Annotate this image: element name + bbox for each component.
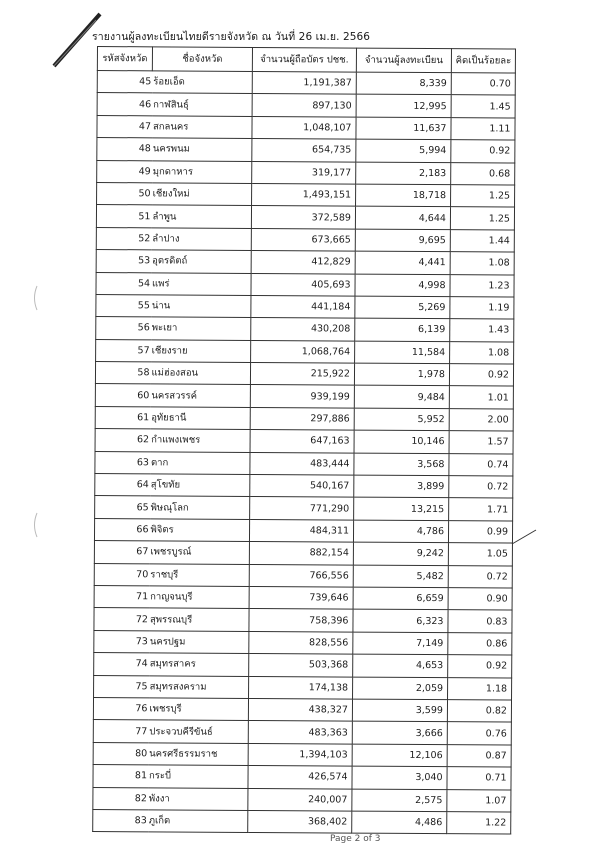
cell-registered: 8,339 <box>356 72 451 95</box>
cell-registered: 10,146 <box>354 430 449 453</box>
cell-id-holders: 771,290 <box>250 497 354 520</box>
cell-percent: 0.82 <box>447 700 511 723</box>
cell-registered: 3,899 <box>354 475 449 498</box>
cell-id-holders: 540,167 <box>250 474 354 497</box>
table-row <box>96 250 514 275</box>
table-row <box>95 429 513 454</box>
cell-province: เชียงใหม่ <box>152 183 252 206</box>
cell-id-holders: 368,402 <box>248 810 352 833</box>
cell-code: 67 <box>94 541 149 564</box>
cell-id-holders: 1,493,151 <box>252 183 356 206</box>
table-container <box>92 46 516 835</box>
cell-code: 76 <box>93 697 148 720</box>
cell-id-holders: 828,556 <box>249 631 353 654</box>
table-row <box>94 563 512 588</box>
cell-id-holders: 405,693 <box>251 273 355 296</box>
cell-code: 51 <box>96 205 151 228</box>
cell-registered: 2,059 <box>353 677 448 700</box>
cell-id-holders: 215,922 <box>250 363 354 386</box>
cell-registered: 13,215 <box>354 497 449 520</box>
cell-percent: 0.99 <box>448 520 512 543</box>
cell-province: ประจวบคีรีขันธ์ <box>148 720 248 743</box>
cell-percent: 1.25 <box>451 185 515 208</box>
cell-registered: 5,952 <box>354 408 449 431</box>
registration-table <box>92 46 516 835</box>
cell-code: 53 <box>96 250 151 273</box>
table-row <box>97 93 515 118</box>
cell-percent: 1.22 <box>447 812 511 835</box>
handwritten-tick-mark <box>510 528 538 546</box>
cell-percent: 0.92 <box>448 655 512 678</box>
cell-registered: 3,040 <box>352 766 447 789</box>
cell-code: 63 <box>95 451 150 474</box>
cell-code: 45 <box>97 71 152 94</box>
cell-province: กาญจนบุรี <box>149 586 249 609</box>
table-row <box>95 474 513 499</box>
cell-code: 52 <box>96 227 151 250</box>
table-row <box>96 205 514 230</box>
cell-id-holders: 372,589 <box>251 206 355 229</box>
cell-id-holders: 758,396 <box>249 609 353 632</box>
table-header-row <box>97 47 515 74</box>
cell-code: 70 <box>94 563 149 586</box>
cell-percent: 1.07 <box>447 789 511 812</box>
cell-registered: 3,666 <box>352 721 447 744</box>
cell-registered: 18,718 <box>356 184 451 207</box>
cell-percent: 0.87 <box>447 744 511 767</box>
punch-hole-mark <box>32 512 38 538</box>
table-body <box>93 71 516 835</box>
cell-percent: 1.45 <box>451 95 515 118</box>
table-row <box>97 115 515 140</box>
table-row <box>95 406 513 431</box>
table-row <box>94 541 512 566</box>
cell-province: ลำพูน <box>151 205 251 228</box>
cell-id-holders: 882,154 <box>249 542 353 565</box>
page-footer: Page 2 of 3 <box>330 834 381 844</box>
cell-percent: 1.57 <box>449 431 513 454</box>
cell-code: 49 <box>97 160 152 183</box>
cell-registered: 9,242 <box>353 542 448 565</box>
cell-province: อุตรดิตถ์ <box>151 250 251 273</box>
table-row <box>95 496 513 521</box>
cell-province: พะเยา <box>151 317 251 340</box>
cell-percent: 0.74 <box>449 453 513 476</box>
cell-percent: 0.90 <box>448 588 512 611</box>
cell-registered: 6,139 <box>355 318 450 341</box>
cell-province: นครสวรรค์ <box>150 384 250 407</box>
cell-province: สมุทรสาคร <box>149 653 249 676</box>
cell-id-holders: 503,368 <box>249 654 353 677</box>
cell-id-holders: 766,556 <box>249 564 353 587</box>
table-row <box>96 294 514 319</box>
table-row <box>94 518 512 543</box>
cell-id-holders: 647,163 <box>250 430 354 453</box>
cell-province: สกลนคร <box>152 116 252 139</box>
table-row <box>94 608 512 633</box>
cell-registered: 11,637 <box>356 117 451 140</box>
cell-registered: 4,441 <box>355 251 450 274</box>
cell-province: สุโขทัย <box>150 474 250 497</box>
cell-province: ตาก <box>150 451 250 474</box>
cell-code: 83 <box>93 809 148 832</box>
table-row <box>93 697 511 722</box>
table-row <box>93 742 511 767</box>
cell-id-holders: 1,394,103 <box>248 743 352 766</box>
cell-id-holders: 939,199 <box>250 385 354 408</box>
cell-percent: 1.44 <box>450 229 514 252</box>
table-row <box>97 138 515 163</box>
cell-id-holders: 1,048,107 <box>252 116 356 139</box>
cell-province: นครปฐม <box>149 631 249 654</box>
cell-percent: 2.00 <box>449 409 513 432</box>
cell-registered: 4,786 <box>353 520 448 543</box>
cell-registered: 2,183 <box>356 162 451 185</box>
cell-registered: 9,484 <box>354 386 449 409</box>
cell-code: 75 <box>94 675 149 698</box>
table-row <box>95 362 513 387</box>
cell-id-holders: 438,327 <box>248 698 352 721</box>
cell-code: 55 <box>96 294 151 317</box>
cell-province: น่าน <box>151 295 251 318</box>
cell-province: เชียงราย <box>151 340 251 363</box>
cell-province: นครพนม <box>152 138 252 161</box>
cell-code: 72 <box>94 608 149 631</box>
cell-code: 73 <box>94 630 149 653</box>
cell-code: 80 <box>93 742 148 765</box>
header-registered: จำนวนผู้ลงทะเบียน <box>356 48 451 73</box>
cell-percent: 1.05 <box>448 543 512 566</box>
cell-province: มุกดาหาร <box>152 160 252 183</box>
cell-code: 61 <box>95 406 150 429</box>
cell-percent: 1.43 <box>450 319 514 342</box>
cell-province: เพชรบุรี <box>148 698 248 721</box>
cell-province: สุพรรณบุรี <box>149 608 249 631</box>
punch-hole-mark <box>32 285 38 311</box>
cell-province: ลำปาง <box>151 228 251 251</box>
cell-registered: 12,995 <box>356 94 451 117</box>
cell-id-holders: 412,829 <box>251 251 355 274</box>
table-row <box>93 720 511 745</box>
cell-percent: 0.68 <box>451 162 515 185</box>
cell-id-holders: 297,886 <box>250 407 354 430</box>
cell-percent: 1.08 <box>450 341 514 364</box>
table-row <box>97 182 515 207</box>
cell-code: 77 <box>93 720 148 743</box>
cell-code: 54 <box>96 272 151 295</box>
cell-id-holders: 483,444 <box>250 452 354 475</box>
cell-code: 57 <box>96 339 151 362</box>
cell-registered: 3,599 <box>352 699 447 722</box>
cell-province: นครศรีธรรมราช <box>148 743 248 766</box>
cell-percent: 0.76 <box>447 722 511 745</box>
cell-registered: 4,486 <box>352 811 447 834</box>
header-id-holders: จำนวนผู้ถือบัตร ปชช. <box>252 47 356 72</box>
cell-province: เพชรบูรณ์ <box>149 541 249 564</box>
cell-percent: 0.71 <box>447 767 511 790</box>
cell-code: 62 <box>95 429 150 452</box>
cell-registered: 3,568 <box>354 453 449 476</box>
header-name: ชื่อจังหวัด <box>152 47 252 72</box>
table-row <box>97 160 515 185</box>
cell-code: 50 <box>97 182 152 205</box>
header-percent: คิดเป็นร้อยละ <box>451 49 515 73</box>
cell-registered: 6,323 <box>353 609 448 632</box>
cell-province: แม่ฮ่องสอน <box>150 362 250 385</box>
cell-percent: 0.92 <box>451 140 515 163</box>
cell-id-holders: 174,138 <box>249 676 353 699</box>
cell-percent: 1.71 <box>449 498 513 521</box>
cell-registered: 4,644 <box>355 206 450 229</box>
cell-percent: 0.92 <box>449 364 513 387</box>
cell-code: 71 <box>94 585 149 608</box>
cell-registered: 1,978 <box>354 363 449 386</box>
table-row <box>94 585 512 610</box>
cell-province: ภูเก็ต <box>148 810 248 833</box>
cell-province: กำแพงเพชร <box>150 429 250 452</box>
cell-code: 48 <box>97 138 152 161</box>
cell-percent: 1.08 <box>450 252 514 275</box>
cell-id-holders: 673,665 <box>251 228 355 251</box>
cell-percent: 1.19 <box>450 297 514 320</box>
table-row <box>94 675 512 700</box>
table-row <box>97 71 515 96</box>
cell-province: ร้อยเอ็ด <box>152 71 252 94</box>
table-row <box>94 653 512 678</box>
cell-province: แพร่ <box>151 272 251 295</box>
cell-province: สมุทรสงคราม <box>149 675 249 698</box>
cell-province: พิจิตร <box>149 519 249 542</box>
table-row <box>96 227 514 252</box>
cell-id-holders: 319,177 <box>252 161 356 184</box>
table-row <box>96 317 514 342</box>
cell-registered: 5,994 <box>356 139 451 162</box>
cell-id-holders: 739,646 <box>249 586 353 609</box>
cell-code: 47 <box>97 115 152 138</box>
cell-province: กาฬสินธุ์ <box>152 93 252 116</box>
cell-id-holders: 484,311 <box>249 519 353 542</box>
cell-id-holders: 240,007 <box>248 788 352 811</box>
cell-percent: 0.72 <box>449 476 513 499</box>
cell-registered: 4,998 <box>355 274 450 297</box>
header-code: รหัสจังหวัด <box>97 47 152 71</box>
report-title: รายงานผู้ลงทะเบียนไทยดีรายจังหวัด ณ วันที่ 26 เม.ย. 2566 <box>92 31 371 43</box>
cell-id-holders: 654,735 <box>252 139 356 162</box>
cell-percent: 1.23 <box>450 274 514 297</box>
table-row <box>93 809 511 834</box>
cell-province: อุทัยธานี <box>150 407 250 430</box>
cell-id-holders: 1,191,387 <box>252 71 356 94</box>
table-row <box>95 451 513 476</box>
cell-province: ราชบุรี <box>149 563 249 586</box>
table-row <box>94 630 512 655</box>
cell-percent: 0.86 <box>448 632 512 655</box>
cell-percent: 0.83 <box>448 610 512 633</box>
table-row <box>93 787 511 812</box>
cell-code: 74 <box>94 653 149 676</box>
cell-code: 60 <box>95 384 150 407</box>
table-row <box>93 765 511 790</box>
cell-code: 65 <box>95 496 150 519</box>
cell-province: พังงา <box>148 787 248 810</box>
cell-registered: 5,269 <box>355 296 450 319</box>
cell-id-holders: 897,130 <box>252 94 356 117</box>
cell-registered: 6,659 <box>353 587 448 610</box>
cell-code: 81 <box>93 765 148 788</box>
cell-code: 66 <box>94 518 149 541</box>
cell-id-holders: 441,184 <box>251 295 355 318</box>
cell-code: 46 <box>97 93 152 116</box>
cell-percent: 0.72 <box>448 565 512 588</box>
cell-percent: 1.18 <box>448 677 512 700</box>
cell-registered: 4,653 <box>353 654 448 677</box>
cell-registered: 9,695 <box>355 229 450 252</box>
cell-code: 64 <box>95 474 150 497</box>
cell-province: กระบี่ <box>148 765 248 788</box>
table-row <box>96 272 514 297</box>
cell-code: 56 <box>96 317 151 340</box>
cell-code: 82 <box>93 787 148 810</box>
cell-registered: 2,575 <box>352 789 447 812</box>
cell-province: พิษณุโลก <box>150 496 250 519</box>
cell-id-holders: 483,363 <box>248 721 352 744</box>
cell-percent: 1.25 <box>450 207 514 230</box>
table-row <box>96 339 514 364</box>
cell-percent: 1.01 <box>449 386 513 409</box>
cell-registered: 12,106 <box>352 744 447 767</box>
cell-percent: 1.11 <box>451 117 515 140</box>
cell-registered: 5,482 <box>353 565 448 588</box>
cell-id-holders: 1,068,764 <box>251 340 355 363</box>
cell-registered: 11,584 <box>355 341 450 364</box>
cell-code: 58 <box>95 362 150 385</box>
cell-id-holders: 430,208 <box>251 318 355 341</box>
table-row <box>95 384 513 409</box>
cell-registered: 7,149 <box>353 632 448 655</box>
cell-id-holders: 426,574 <box>248 766 352 789</box>
cell-percent: 0.70 <box>451 73 515 96</box>
